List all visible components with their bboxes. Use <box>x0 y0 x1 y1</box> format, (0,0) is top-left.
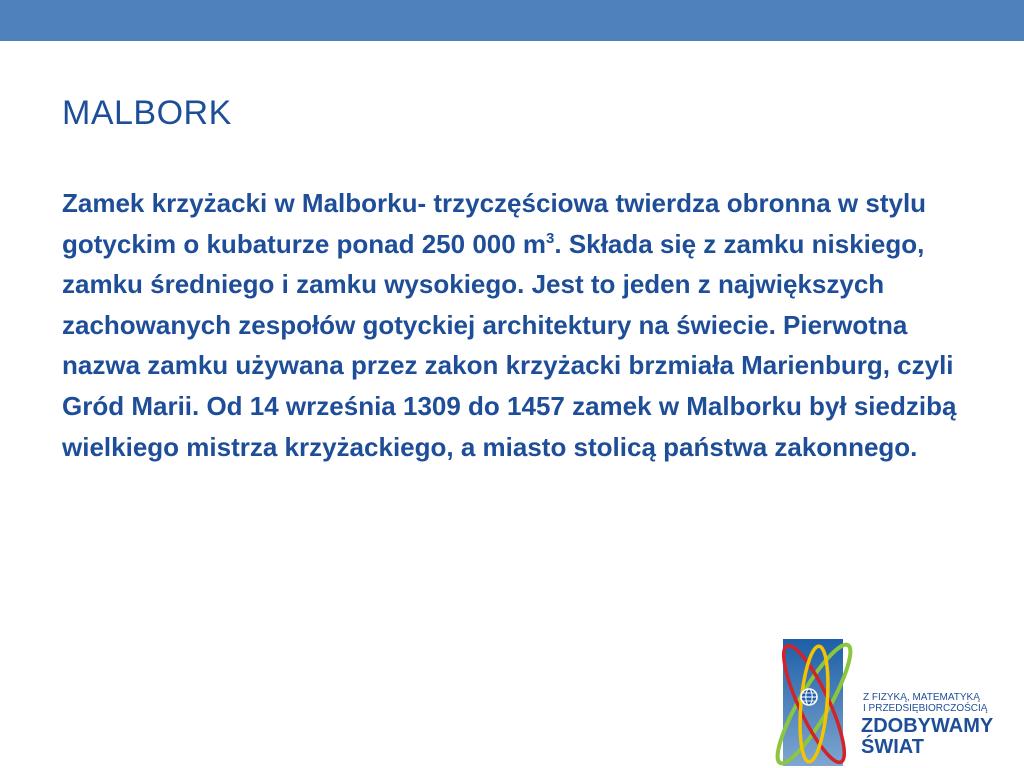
logo-text-line2: I PRZEDSIĘBIORCZOŚCIĄ <box>863 703 988 714</box>
project-logo <box>770 622 1024 768</box>
body-text-part-2: . Składa się z zamku niskiego, zamku średniego i zamku wysokiego. Jest to jeden z największych zachowanych zespołów gotyckiej architektury na świecie. Pierwotna nazwa zamku używana przez zakon krzyżacki brzmiała Marienburg, czyli Gród Marii. Od 14 września 1309 do 1457 zamek w Malborku był siedzibą wielkiego mistrza krzyżackiego, a miasto stolicą państwa zakonnego. <box>62 228 957 462</box>
logo-text-line4: ŚWIAT <box>861 736 924 758</box>
logo-text-line1: Z FIZYKĄ, MATEMATYKĄ <box>863 692 980 703</box>
slide-body-text <box>62 183 962 467</box>
globe-icon <box>801 689 817 705</box>
logo-graphic <box>770 622 1024 768</box>
header-bar <box>0 0 1024 41</box>
cubic-superscript: 3 <box>546 229 555 247</box>
logo-text-line3: ZDOBYWAMY <box>861 715 994 737</box>
slide-title: MALBORK <box>62 94 232 132</box>
body-text-part-1: Zamek krzyżacki w Malborku- trzyczęściowa twierdza obronna w stylu gotyckim o kubaturze ponad 250 000 m <box>62 188 927 259</box>
